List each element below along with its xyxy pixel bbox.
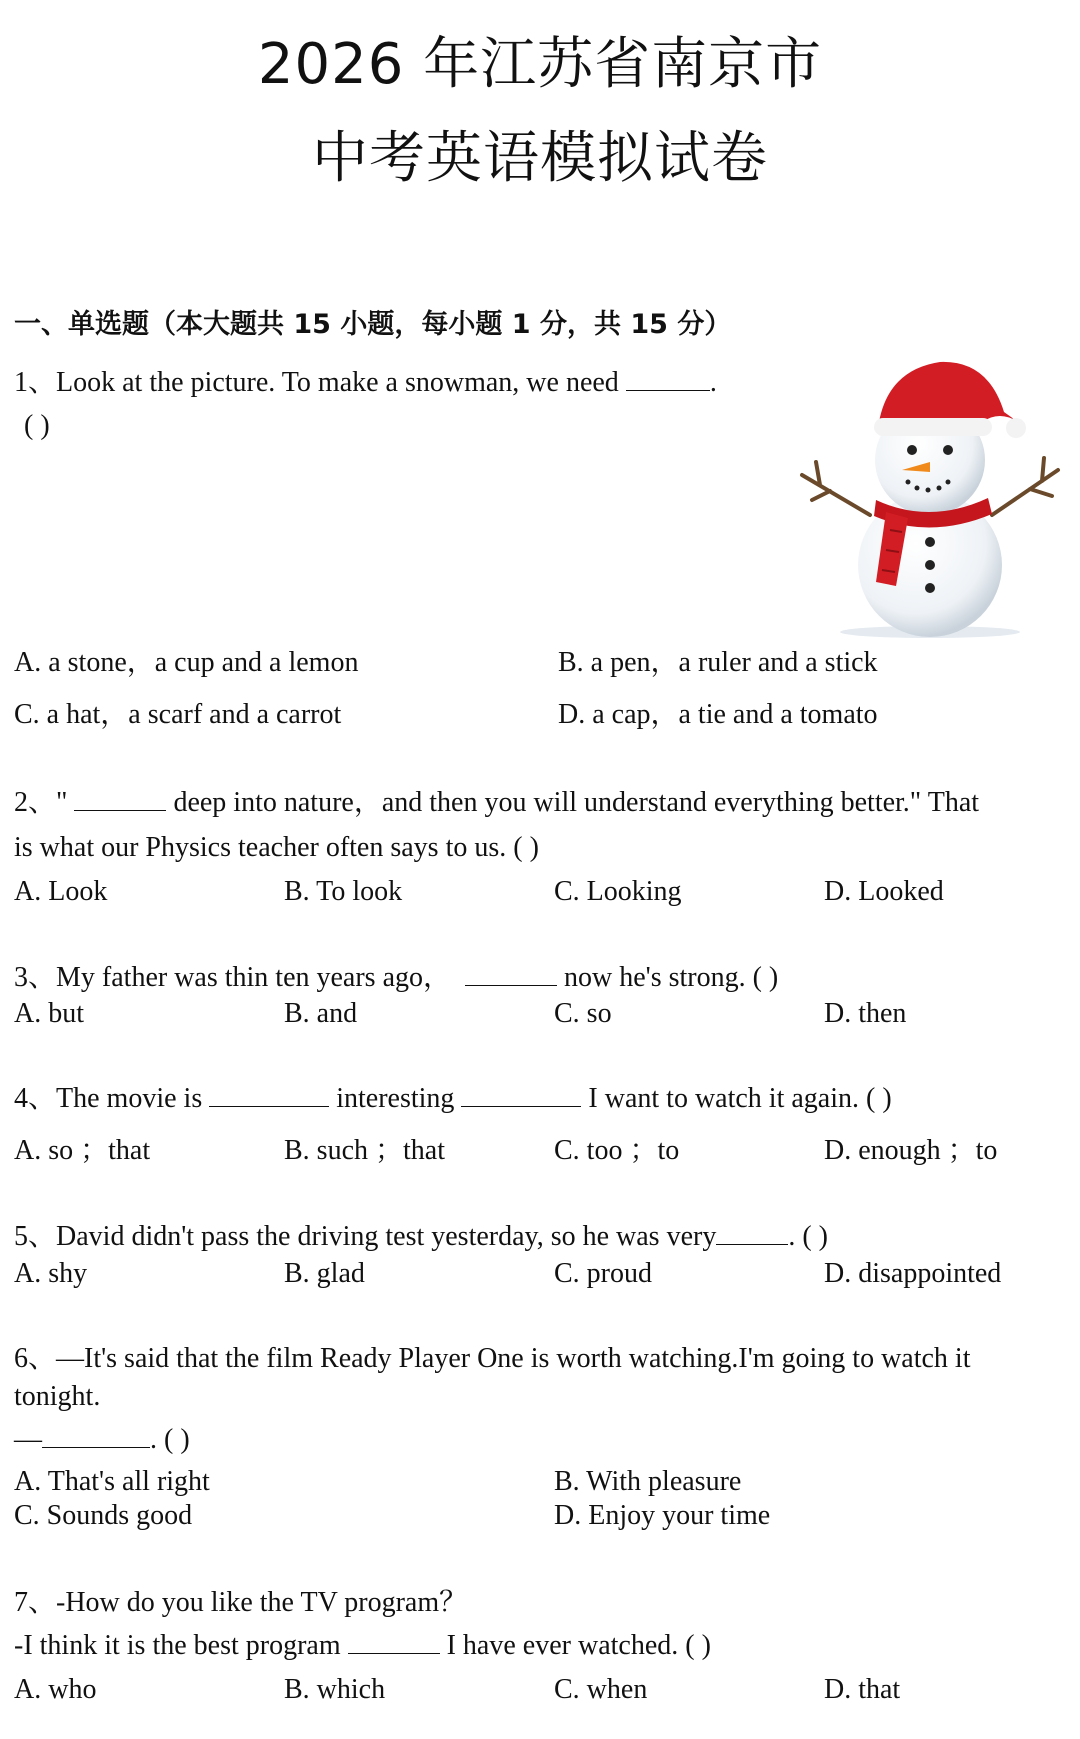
answer-blank	[461, 1084, 581, 1107]
question-3	[14, 955, 778, 995]
question-text: Look at the picture. To make a snowman, we need	[56, 367, 626, 398]
answer-blank	[626, 368, 710, 391]
question-text: . ( )	[150, 1424, 190, 1455]
question-6	[14, 1336, 971, 1376]
answer-blank	[209, 1084, 329, 1107]
answer-blank	[348, 1631, 440, 1654]
option-b: B. a pen，a ruler and a stick	[558, 647, 878, 678]
option-a: A. That's all right	[14, 1466, 210, 1497]
option-c: C. a hat，a scarf and a carrot	[14, 699, 342, 730]
question-6-line3	[14, 1424, 190, 1456]
question-2-line2: is what our Physics teacher often says to us. ( )	[14, 832, 539, 863]
option-d: D. disappointed	[824, 1258, 1002, 1289]
option-b: B. and	[284, 998, 358, 1029]
option-d: D. then	[824, 998, 907, 1029]
question-6-line2: tonight.	[14, 1381, 101, 1412]
question-number: 7、	[14, 1587, 57, 1618]
option-b: B. such ；that	[284, 1135, 445, 1166]
option-d: D. a cap，a tie and a tomato	[558, 699, 878, 730]
question-7-line2	[14, 1630, 711, 1662]
option-a: A. Look	[14, 876, 108, 907]
option-c: C. Looking	[554, 876, 682, 907]
question-text: I want to watch it again. ( )	[581, 1083, 892, 1114]
option-a: A. who	[14, 1674, 97, 1705]
answer-blank	[716, 1222, 788, 1245]
question-5	[14, 1214, 828, 1254]
option-c: C. so	[554, 998, 612, 1029]
option-d: D. enough ；to	[824, 1135, 998, 1166]
question-7	[14, 1580, 467, 1620]
answer-blank	[42, 1425, 150, 1448]
question-text: The movie is	[56, 1083, 210, 1114]
question-text: "	[56, 787, 75, 818]
option-d: D. that	[824, 1674, 901, 1705]
option-a: A. shy	[14, 1258, 88, 1289]
question-number: 1、	[14, 367, 57, 398]
option-b: B. glad	[284, 1258, 365, 1289]
question-text: My father was thin ten years ago，	[56, 962, 452, 993]
option-c: C. when	[554, 1674, 648, 1705]
question-text: —It's said that the film Ready Player One is worth watching.I'm going to watch it	[56, 1343, 971, 1374]
question-number: 5、	[14, 1221, 57, 1252]
option-c: C. too ；to	[554, 1135, 680, 1166]
question-text: now he's strong. ( )	[557, 962, 779, 993]
question-text: I have ever watched. ( )	[439, 1630, 711, 1661]
option-a: A. but	[14, 998, 84, 1029]
question-text: interesting	[329, 1083, 462, 1114]
question-text: -How do you like the TV program？	[56, 1587, 468, 1618]
question-1	[14, 360, 717, 400]
question-text: David didn't pass the driving test yesterday, so he was very	[56, 1221, 717, 1252]
option-a: A. a stone，a cup and a lemon	[14, 647, 359, 678]
question-2	[14, 780, 979, 820]
option-d: D. Looked	[824, 876, 944, 907]
question-4	[14, 1076, 892, 1116]
answer-blank	[465, 963, 557, 986]
option-b: B. With pleasure	[554, 1466, 742, 1497]
question-number: 4、	[14, 1083, 57, 1114]
option-b: B. To look	[284, 876, 403, 907]
question-number: 2、	[14, 787, 57, 818]
section-heading: 一、单选题（本大题共 15 小题，每小题 1 分，共 15 分）	[14, 309, 732, 340]
answer-paren: ( )	[24, 410, 50, 441]
question-text: deep into nature，and then you will understand everything better." That	[166, 787, 980, 818]
option-c: C. Sounds good	[14, 1500, 193, 1531]
question-text: . ( )	[788, 1221, 828, 1252]
exam-title-line1: 2026 年江苏省南京市	[257, 32, 823, 97]
question-text: -I think it is the best program	[14, 1630, 348, 1661]
option-b: B. which	[284, 1674, 386, 1705]
dash: —	[14, 1424, 42, 1455]
question-number: 3、	[14, 962, 57, 993]
option-a: A. so ；that	[14, 1135, 151, 1166]
exam-title-line2: 中考英语模拟试卷	[312, 126, 768, 191]
snowman-picture	[790, 350, 1070, 640]
option-d: D. Enjoy your time	[554, 1500, 771, 1531]
question-number: 6、	[14, 1343, 57, 1374]
answer-blank	[74, 788, 166, 811]
question-text: .	[709, 367, 717, 398]
option-c: C. proud	[554, 1258, 652, 1289]
